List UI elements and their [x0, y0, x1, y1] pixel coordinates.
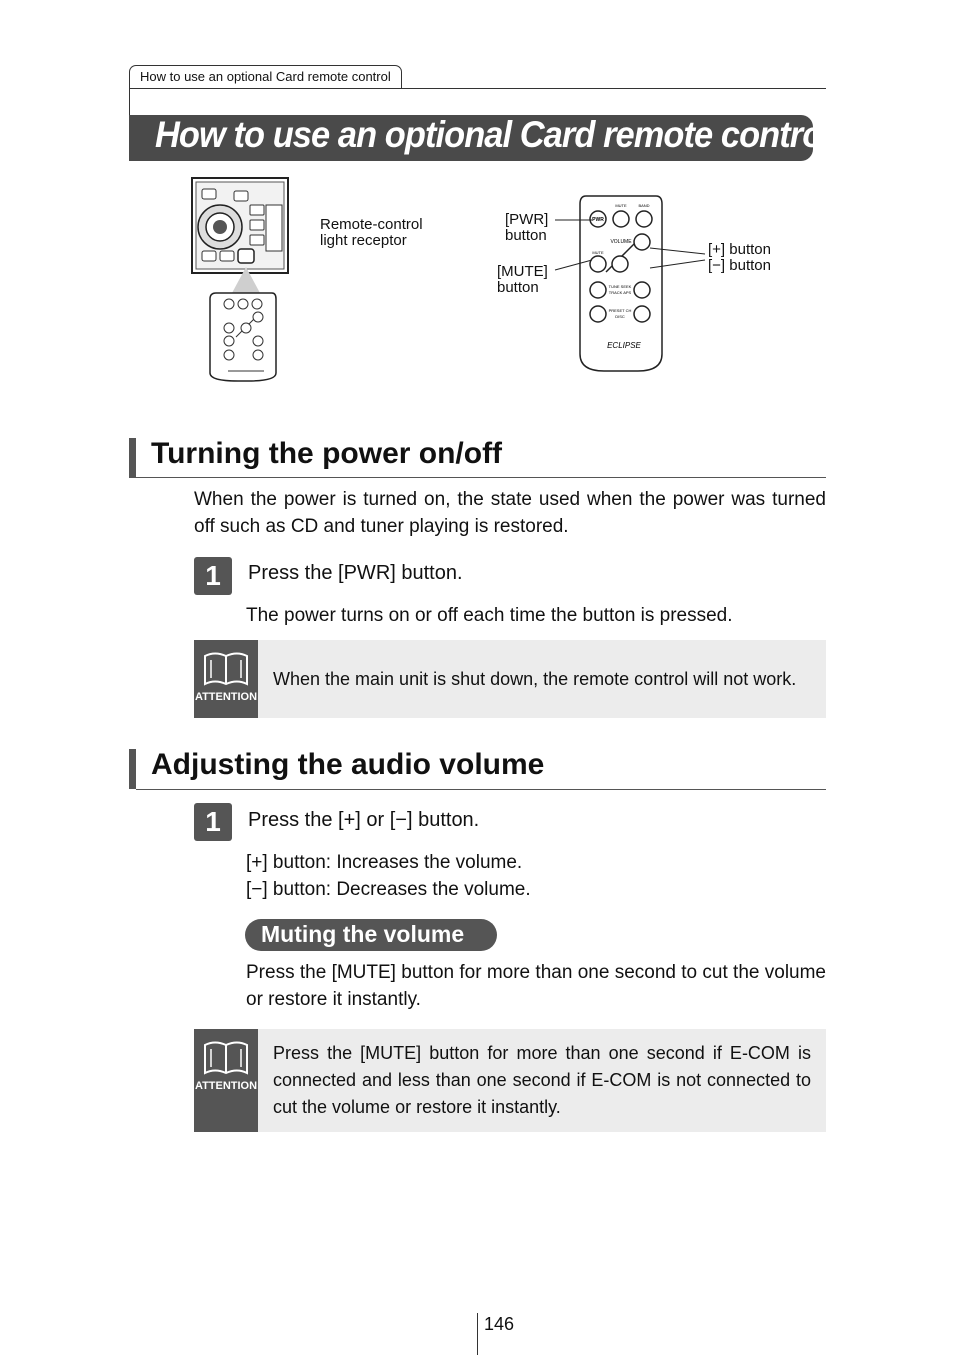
header-vertical-rule	[129, 88, 130, 118]
remote-tune-label: TUNE SEEK	[608, 284, 632, 289]
remote-brand-logo: ECLIPSE	[607, 341, 641, 350]
section1-attention-label: ATTENTION	[194, 691, 258, 703]
section2-step-text: Press the [+] or [−] button.	[248, 809, 480, 831]
section2-heading: Adjusting the audio volume	[151, 748, 545, 781]
page-title: How to use an optional Card remote control	[155, 114, 831, 155]
remote-volume-label: VOLUME	[610, 239, 632, 245]
section1-heading: Turning the power on/off	[151, 437, 503, 470]
section1-step-text: Press the [PWR] button.	[248, 562, 463, 584]
mute-callout-line1: [MUTE]	[497, 263, 548, 280]
remote-pwr-label: PWR	[592, 217, 604, 223]
section1-rule	[136, 477, 826, 478]
header-rule	[129, 88, 826, 89]
section2-heading-bar	[129, 749, 136, 789]
plus-callout: [+] button	[708, 241, 771, 258]
remote-band-label: BAND	[638, 203, 650, 208]
book-icon	[202, 1039, 250, 1077]
section2-detail-plus: [+] button: Increases the volume.	[246, 852, 523, 873]
receptor-label-line1: Remote-control	[320, 216, 423, 233]
remote-tune-up	[634, 282, 650, 298]
remote-preset-up	[634, 306, 650, 322]
section1-attention-text: When the main unit is shut down, the remote control will not work.	[273, 669, 797, 689]
page-number: 146	[484, 1314, 515, 1334]
muting-subheading: Muting the volume	[261, 921, 465, 947]
book-icon	[202, 650, 250, 688]
remote-mute2-label: MUTE	[592, 250, 604, 255]
section1-intro: When the power is turned on, the state used when the power was turned off such as CD and tuner playing is restored.	[194, 489, 826, 537]
section2-detail-minus: [−] button: Decreases the volume.	[246, 879, 531, 900]
section1-heading-bar	[129, 438, 136, 478]
remote-disc-label: DISC	[615, 314, 625, 319]
minus-callout: [−] button	[708, 257, 771, 274]
section1-step-number: 1	[194, 557, 232, 595]
remote-mute-label: MUTE	[615, 203, 627, 208]
section2-attention-text: Press the [MUTE] button for more than one second if E-COM is connected and less than one second if E-COM is not connected to cut the volume or restore it instantly.	[273, 1043, 811, 1117]
pwr-callout-line1: [PWR]	[505, 211, 549, 228]
section2-step-number: 1	[194, 803, 232, 841]
receptor-label-line2: light receptor	[320, 232, 407, 249]
section2-mute-text: Press the [MUTE] button for more than one second to cut the volume or restore it instantly.	[246, 962, 826, 1010]
header-tab: How to use an optional Card remote control	[129, 65, 402, 89]
callout-lines	[550, 210, 710, 280]
section2-rule	[136, 789, 826, 790]
page-number-rule	[477, 1313, 478, 1355]
remote-track-label: TRACK APS	[608, 290, 632, 295]
head-unit-illustration	[188, 175, 293, 390]
remote-preset-down	[590, 306, 606, 322]
mute-callout-line2: button	[497, 279, 539, 296]
section1-step-detail: The power turns on or off each time the button is pressed.	[246, 605, 733, 626]
remote-tune-down	[590, 282, 606, 298]
section2-attention-label: ATTENTION	[194, 1080, 258, 1092]
remote-preset-label: PRESET CH	[608, 308, 632, 313]
pwr-callout-line2: button	[505, 227, 547, 244]
